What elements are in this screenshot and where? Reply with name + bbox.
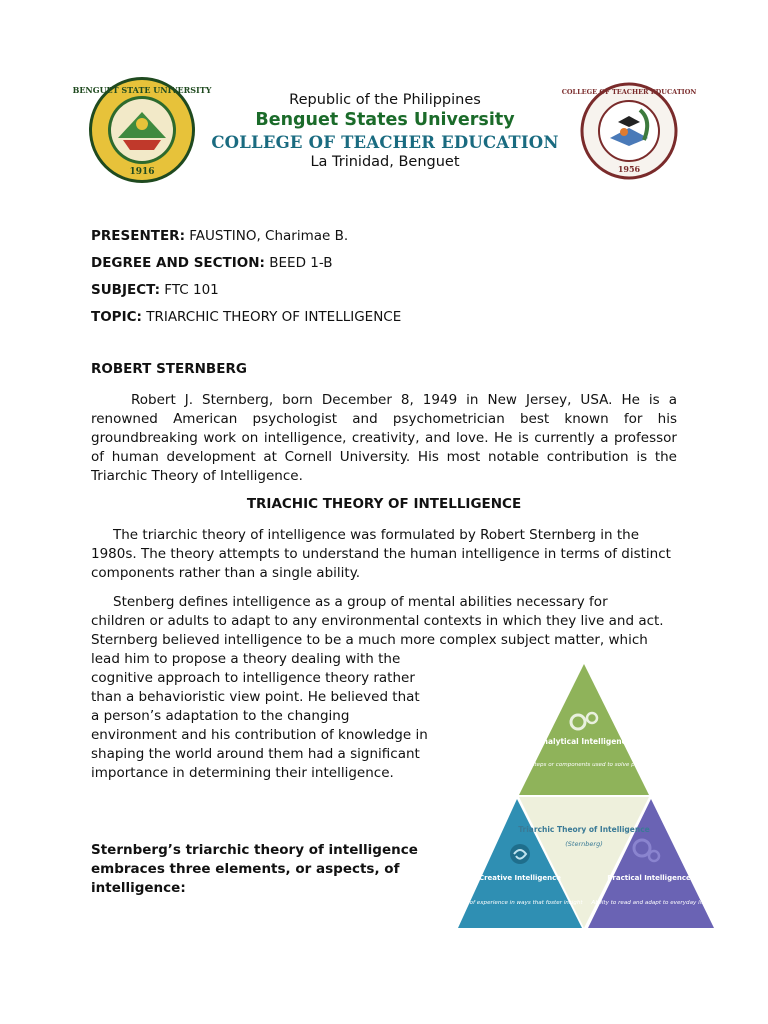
degree-value: BEED 1-B xyxy=(269,255,333,271)
topic-line xyxy=(91,309,401,325)
college-name: COLLEGE OF TEACHER EDUCATION xyxy=(211,133,559,152)
benguet-state-university-seal xyxy=(72,76,212,184)
seal-left-year: 1916 xyxy=(129,167,155,177)
subject-label: SUBJECT: xyxy=(91,282,160,298)
topic-value: TRIARCHIC THEORY OF INTELLIGENCE xyxy=(146,309,402,325)
location: La Trinidad, Benguet xyxy=(310,154,460,170)
presenter-label: PRESENTER: xyxy=(91,228,185,244)
analytical-title: Analytical Intelligence xyxy=(536,737,632,746)
center-title: Triarchic Theory of Intelligence xyxy=(518,825,650,834)
definition-paragraph xyxy=(91,593,677,650)
practical-title: Practical Intelligence xyxy=(607,874,691,882)
section-title-triarchic: TRIACHIC THEORY OF INTELLIGENCE xyxy=(246,496,522,512)
swirl-icon xyxy=(510,844,530,864)
definition-line-3: Sternberg believed intelligence to be a much more complex subject matter, which xyxy=(91,632,648,648)
biography-text: Robert J. Sternberg, born December 8, 1949 in New Jersey, USA. He is a renowned American psychologist and psychometrician best known for his groundbreaking work on intelligence, creativity, and love. He is currently a professor of human development at Cornell University. His most notable contribution is the Triarchic Theory of Intelligence. xyxy=(91,392,677,484)
subject-value: FTC 101 xyxy=(164,282,219,298)
theory-text: The triarchic theory of intelligence was formulated by Robert Sternberg in the 1980s. The theory attempts to understand the human intelligence in terms of distinct components rather than a single ability. xyxy=(91,527,671,581)
presenter-value: FAUSTINO, Charimae B. xyxy=(189,228,349,244)
degree-label: DEGREE AND SECTION: xyxy=(91,255,265,271)
creative-desc: Use of experience in ways that foster insight xyxy=(457,900,583,906)
definition-line-1: Stenberg defines intelligence as a group of mental abilities necessary for xyxy=(113,594,608,610)
definition-line-2: children or adults to adapt to any environmental contexts in which they live and act. xyxy=(91,613,664,629)
biography-paragraph xyxy=(91,391,677,486)
subject-line xyxy=(91,282,219,298)
triarchic-theory-diagram xyxy=(456,662,718,930)
definition-continued: lead him to propose a theory dealing with the cognitive approach to intelligence theory rather than a behavioristic view point. He believed that a person’s adaptation to the changing environment and his contribution of knowledge in shaping the world around them had a significant importance in determining their intelligence. xyxy=(91,651,428,781)
seal-right-text: COLLEGE OF TEACHER EDUCATION xyxy=(561,88,697,96)
degree-line xyxy=(91,255,333,271)
section-title-robert-sternberg: ROBERT STERNBERG xyxy=(91,361,247,377)
center-subtitle: (Sternberg) xyxy=(565,840,603,848)
topic-label: TOPIC: xyxy=(91,309,142,325)
theory-paragraph xyxy=(91,526,677,583)
practical-desc: Ability to read and adapt to everyday life xyxy=(591,900,707,906)
presenter-line xyxy=(91,228,348,244)
seal-right-year: 1956 xyxy=(617,164,641,174)
university-name: Benguet States University xyxy=(255,110,515,130)
creative-title: Creative Intelligence xyxy=(478,874,562,882)
three-elements-heading: Sternberg’s triarchic theory of intelligence embraces three elements, or aspects, of intelligence: xyxy=(91,842,418,896)
analytical-desc: Mental steps or components used to solve problems xyxy=(510,762,658,768)
seal-left-text: BENGUET STATE UNIVERSITY xyxy=(72,85,212,95)
republic-line: Republic of the Philippines xyxy=(289,92,481,108)
college-of-teacher-education-seal xyxy=(561,80,697,182)
analytical-triangle xyxy=(519,664,649,795)
